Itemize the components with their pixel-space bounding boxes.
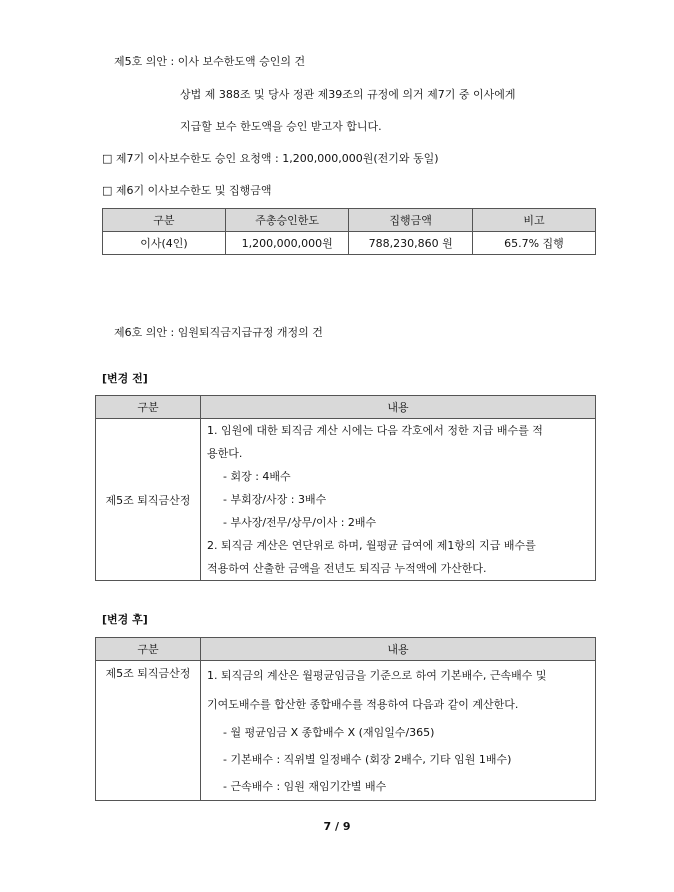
- table-cell: 65.7% 집행: [472, 232, 595, 255]
- content-line: 1. 임원에 대한 퇴직금 계산 시에는 다음 각호에서 정한 지급 배수를 적: [207, 424, 543, 437]
- table-header: 구분: [96, 396, 201, 419]
- table-header: 내용: [201, 396, 596, 419]
- table-header: 주총승인한도: [225, 209, 349, 232]
- row-label: 제5조 퇴직금산정: [96, 419, 201, 581]
- table-header-row: [96, 638, 596, 661]
- table-header: 집행금액: [349, 209, 472, 232]
- content-line: - 근속배수 : 임원 재임기간별 배수: [223, 780, 387, 793]
- content-line: 기여도배수를 합산한 종합배수를 적용하여 다음과 같이 계산한다.: [207, 698, 519, 711]
- agenda5-body-line1: 상법 제 388조 및 당사 정관 제39조의 규정에 의거 제7기 중 이사에게: [180, 88, 516, 101]
- agenda5-body-line2: 지급할 보수 한도액을 승인 받고자 합니다.: [180, 120, 382, 133]
- content-line: 용한다.: [207, 447, 243, 460]
- before-label: [변경 전]: [102, 372, 148, 385]
- page-number: 7 / 9: [323, 820, 351, 833]
- agenda5-item1: □ 제7기 이사보수한도 승인 요청액 : 1,200,000,000원(전기와 동일): [102, 152, 439, 165]
- agenda5-title: 제5호 의안 : 이사 보수한도액 승인의 건: [114, 55, 306, 68]
- content-line: 2. 퇴직금 계산은 연단위로 하며, 월평균 급여에 제1항의 지급 배수를: [207, 539, 536, 552]
- table-row: [96, 419, 596, 581]
- content-line: 적용하여 산출한 금액을 전년도 퇴직금 누적액에 가산한다.: [207, 562, 487, 575]
- table-header: 비고: [472, 209, 595, 232]
- before-table: [95, 395, 596, 581]
- content-line: 1. 퇴직금의 계산은 월평균임금을 기준으로 하여 기본배수, 근속배수 및: [207, 669, 547, 682]
- table-header: 구분: [103, 209, 226, 232]
- content-line: - 월 평균임금 X 종합배수 X (재임일수/365): [223, 726, 435, 739]
- content-cell: [201, 419, 596, 581]
- after-table: [95, 637, 596, 801]
- content-line: - 부회장/사장 : 3배수: [223, 493, 327, 506]
- director-pay-table: [102, 208, 596, 255]
- table-header: 구분: [96, 638, 201, 661]
- after-label: [변경 후]: [102, 613, 148, 626]
- table-row: [96, 661, 596, 801]
- table-cell: 788,230,860 원: [349, 232, 472, 255]
- agenda6-title: 제6호 의안 : 임원퇴직금지급규정 개정의 건: [114, 326, 323, 339]
- table-row: [103, 232, 596, 255]
- content-cell: [201, 661, 596, 801]
- content-line: - 부사장/전무/상무/이사 : 2배수: [223, 516, 377, 529]
- agenda5-item2: □ 제6기 이사보수한도 및 집행금액: [102, 184, 272, 197]
- row-label: 제5조 퇴직금산정: [96, 661, 201, 801]
- content-line: - 기본배수 : 직위별 일정배수 (회장 2배수, 기타 임원 1배수): [223, 753, 512, 766]
- table-header-row: [103, 209, 596, 232]
- table-header-row: [96, 396, 596, 419]
- content-line: - 회장 : 4배수: [223, 470, 291, 483]
- table-cell: 이사(4인): [103, 232, 226, 255]
- table-cell: 1,200,000,000원: [225, 232, 349, 255]
- table-header: 내용: [201, 638, 596, 661]
